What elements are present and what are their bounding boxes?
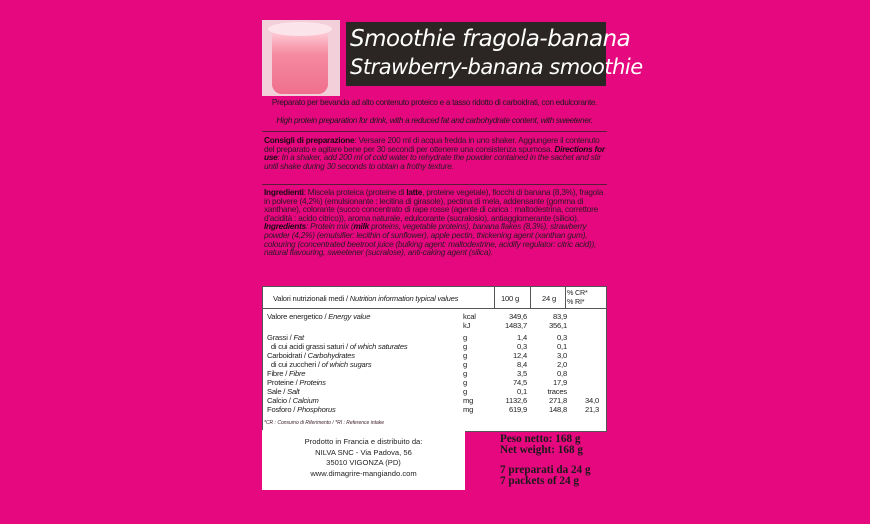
unit: mg [463, 396, 474, 405]
ingredients-text-en-2: proteins, vegetable proteins), banana flakes (8,3%), strawberry powder (4,2%) (emulsifier: lecithin of sunflower), apple pectin, thickening agent (xanthan gum), colouring (concentrated beetroot juice (bulking agent: maltodextrine, acidify regulator: citric acid)), natural flavouring, sweetener (sucralose), anti-caking agent (silica). [264, 221, 597, 258]
nutrient-name [267, 369, 305, 378]
nutrient-name-en: Energy value [328, 312, 371, 321]
nutrition-header [263, 287, 606, 309]
value-24g: 148,8 [548, 405, 567, 414]
value-24g: traces [547, 387, 567, 396]
table-row [263, 342, 606, 351]
table-row [263, 321, 606, 330]
nutrient-name-en: of which saturates [349, 342, 408, 351]
ingredients-text-it-2: , proteine vegetale), fiocchi di banana (8,3%), fragola in polvere (4,2%) (emulsionante : lecitina di girasole), pectina di mela, addensante (gomma di xanthane), colorante (succo concentrato di rape rosse (agente di carica : maltodestrina, correttore d'acidità : acido citrico)), aroma naturale, edulcorante (sucralosio), antiagglomerante (silicio). [264, 187, 604, 223]
nutrient-name-it: di cui zuccheri / [267, 360, 322, 369]
value-100g: 8,4 [517, 360, 527, 369]
net-weight-it: Peso netto: 168 g [500, 433, 581, 445]
nutrient-name-en: Proteins [299, 378, 326, 387]
weights-block [500, 434, 591, 487]
nutrient-name-en: Calcium [292, 396, 319, 405]
table-row [263, 369, 606, 378]
value-24g: 0,3 [557, 333, 567, 342]
value-100g: 0,3 [517, 342, 527, 351]
value-24g: 3,0 [557, 351, 567, 360]
nutrient-name-it: Fosforo / [267, 405, 298, 414]
value-100g: 1,4 [517, 333, 527, 342]
value-percent: 21,3 [585, 405, 599, 414]
unit: mg [463, 405, 474, 414]
value-100g: 3,5 [517, 369, 527, 378]
producer-website: www.dimagrire-mangiando.com [310, 468, 417, 478]
nutrient-name [267, 333, 304, 342]
table-row [263, 351, 606, 360]
unit: g [463, 351, 468, 360]
producer-box [262, 430, 465, 490]
ingredients-label-en: Ingredients [264, 221, 306, 232]
ingredients-label-it: Ingredienti [264, 187, 304, 197]
unit: g [463, 378, 468, 387]
value-24g: 356,1 [548, 321, 567, 330]
preparation-label-en: Directions for use [264, 143, 605, 163]
nutrient-name [267, 312, 370, 321]
col-percent [567, 288, 588, 306]
table-row [263, 387, 606, 396]
value-24g: 2,0 [557, 360, 567, 369]
nutrient-name [267, 396, 319, 405]
nutrient-name-it: Carboidrati / [267, 351, 308, 360]
value-100g: 1132,6 [505, 396, 527, 405]
table-row [263, 360, 606, 369]
value-100g: 349,6 [508, 312, 527, 321]
nutrient-name-en: Phosphorus [297, 405, 336, 414]
footnote: *CR : Consumo di Riferimento / *RI : Reference intake [264, 420, 385, 426]
value-100g: 74,5 [513, 378, 527, 387]
unit: g [463, 342, 468, 351]
value-24g: 0,8 [557, 369, 567, 378]
value-100g: 619,9 [508, 405, 527, 414]
divider [262, 184, 607, 185]
value-100g: 12,4 [513, 351, 527, 360]
nutrient-name-it: di cui acidi grassi saturi / [267, 342, 350, 351]
nutrient-name-en: Fat [293, 333, 304, 342]
product-title-en: Strawberry-banana smoothie [350, 55, 643, 79]
col-ri: % RI* [567, 297, 585, 306]
nutrition-table [262, 286, 607, 432]
nutrient-name-it: Calcio / [267, 396, 293, 405]
unit: g [463, 387, 468, 396]
divider [262, 131, 607, 132]
ingredients-text-en: : Protein mix ( [305, 221, 354, 232]
title-box [346, 22, 643, 86]
table-row [263, 312, 606, 321]
allergen-en: milk [353, 221, 370, 232]
nutrient-name-it: Valore energetico / [267, 312, 329, 321]
packs-en: 7 packets of 24 g [500, 475, 579, 487]
description-en: High protein preparation for drink, with a reduced fat and carbohydrate content, with sweetener. [276, 116, 593, 125]
description-it: Preparato per bevanda ad alto contenuto proteico e a tasso ridotto di carboidrati, con edulcorante. [271, 98, 598, 107]
producer-line-2: NILVA SNC - Via Padova, 56 [315, 447, 412, 457]
table-row [263, 378, 606, 387]
nutrient-name-en: Carbohydrates [307, 351, 355, 360]
ingredients-section [264, 188, 606, 257]
value-percent: 34,0 [585, 396, 599, 405]
nutrient-name-en: of which sugars [321, 360, 372, 369]
nutrient-name [267, 351, 355, 360]
nutrient-name-it: Sale / [267, 387, 288, 396]
unit: g [463, 360, 468, 369]
preparation-label-it: Consigli di preparazione [264, 135, 355, 145]
value-24g: 83,9 [553, 312, 567, 321]
value-24g: 271,8 [548, 396, 567, 405]
nutrition-header-it: Valori nutrizionali medi / [273, 294, 350, 303]
value-100g: 0,1 [517, 387, 527, 396]
table-row [263, 333, 606, 342]
net-weight-en: Net weight: 168 g [500, 444, 583, 456]
smoothie-glass-image [272, 28, 328, 94]
nutrient-name-it: Grassi / [267, 333, 294, 342]
smoothie-photo [262, 20, 340, 96]
unit: kcal [463, 312, 476, 321]
column-divider [530, 287, 531, 308]
nutrient-name-en: Salt [287, 387, 300, 396]
preparation-text-it: : Versare 200 ml di acqua fredda in uno shaker. Aggiungere il contenuto del preparato e agitare bene per 30 secondi per ottenere una consistenza spumosa. [264, 135, 600, 154]
column-divider [565, 287, 566, 308]
producer-line-3: 35010 VIGONZA (PD) [326, 458, 401, 467]
nutrient-name [267, 342, 407, 351]
column-divider [494, 287, 495, 308]
nutrient-name-it: Proteine / [267, 378, 300, 387]
product-label [262, 20, 643, 490]
smoothie-foam-image [268, 22, 332, 36]
preparation-text-en: : In a shaker, add 200 ml of cold water to rehydrate the powder contained in the sachet and stir until shake during 30 seconds to obtain a frothy texture. [264, 152, 601, 171]
col-24g: 24 g [542, 294, 556, 303]
allergen-it: latte [406, 187, 423, 197]
packs-it: 7 preparati da 24 g [500, 464, 591, 476]
nutrient-name [267, 387, 299, 396]
nutrient-name [267, 378, 326, 387]
value-100g: 1483,7 [504, 321, 527, 330]
col-cr: % CR* [567, 288, 588, 297]
unit: g [463, 333, 468, 342]
unit: kJ [463, 321, 471, 330]
nutrient-name-it: Fibre / [267, 369, 290, 378]
preparation-section [264, 136, 606, 170]
ingredients-text-it: : Miscela proteica (proteine di [303, 187, 407, 197]
unit: g [463, 369, 468, 378]
nutrition-header-en: Nutrition information typical values [349, 294, 459, 303]
product-title-it: Smoothie fragola-banana [350, 26, 631, 52]
nutrition-header-label [273, 294, 458, 303]
nutrient-name-en: Fibre [289, 369, 306, 378]
producer-line-1: Prodotto in Francia e distribuito da: [304, 437, 423, 446]
table-row [263, 396, 606, 405]
table-row [263, 405, 606, 414]
nutrient-name [267, 360, 371, 369]
value-24g: 0,1 [557, 342, 567, 351]
value-24g: 17,9 [553, 378, 567, 387]
nutrient-name [267, 405, 336, 414]
col-100g: 100 g [501, 294, 520, 303]
